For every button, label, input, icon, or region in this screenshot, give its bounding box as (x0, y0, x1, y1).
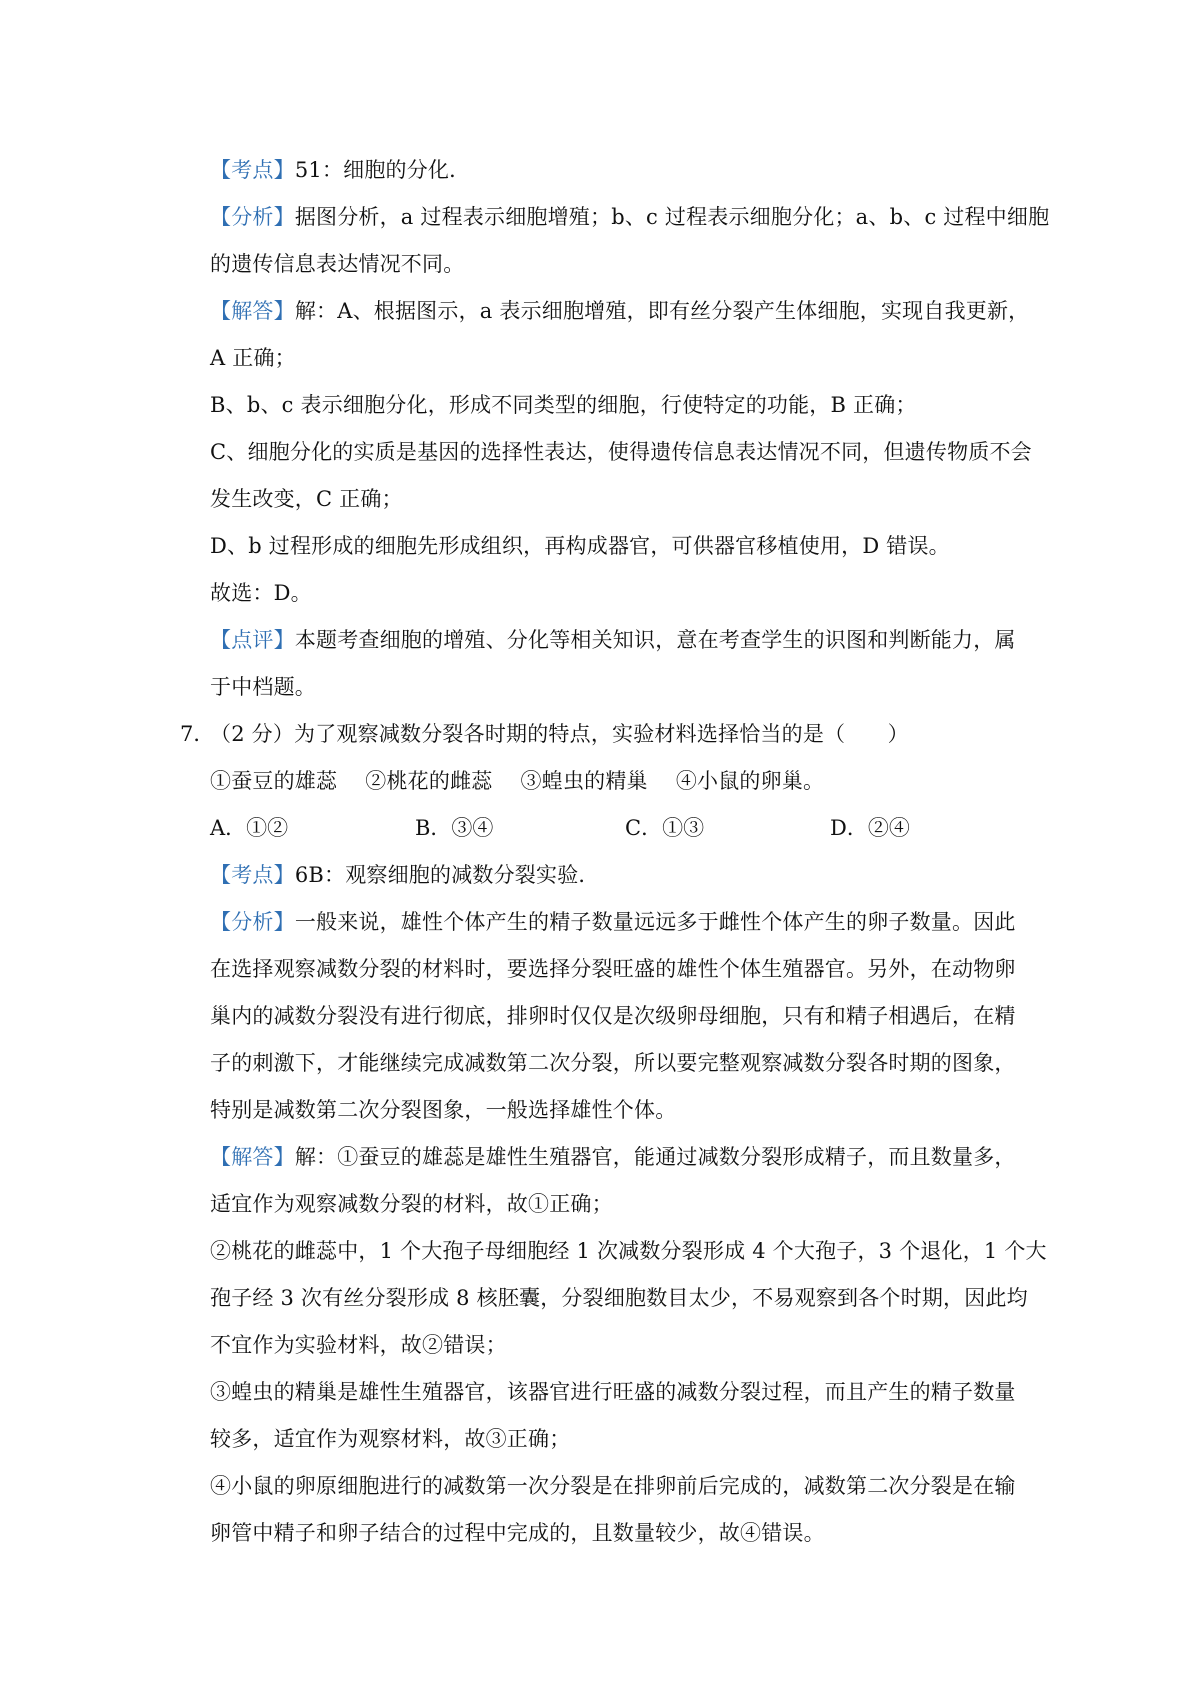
q7-number: 7． (180, 722, 215, 746)
q7-option-d: D．②④ (830, 816, 910, 840)
q7-stem: （2 分）为了观察减数分裂各时期的特点，实验材料选择恰当的是（ ） (210, 722, 909, 746)
dianping-tag: 【点评】 (210, 628, 295, 652)
q7-option-c: C．①③ (625, 816, 705, 840)
q7-jieda-line-3: ②桃花的雌蕊中，1 个大孢子母细胞经 1 次减数分裂形成 4 个大孢子，3 个退化，1 个大 (210, 1239, 1047, 1263)
q7-jieda-line-4: 孢子经 3 次有丝分裂形成 8 核胚囊，分裂细胞数目太少，不易观察到各个时期，因此均 (210, 1286, 1028, 1310)
q7-fenxi-line-1 (210, 907, 1030, 937)
q6-jieda-line-1 (210, 296, 1030, 326)
q6-kaodian-text: 51：细胞的分化． (294, 158, 471, 182)
kaodian-tag: 【考点】 (210, 158, 295, 182)
q6-fenxi-text-1: 据图分析，a 过程表示细胞增殖；b、c 过程表示细胞分化；a、b、c 过程中细胞 (294, 205, 1050, 229)
q6-jieda-line-3: B、b、c 表示细胞分化，形成不同类型的细胞，行使特定的功能，B 正确； (210, 393, 917, 417)
q7-option-a: A．①② (210, 816, 289, 840)
jieda-tag: 【解答】 (210, 299, 295, 323)
q7-jieda-text-1: 解：①蚕豆的雄蕊是雄性生殖器官，能通过减数分裂形成精子，而且数量多， (294, 1145, 1016, 1169)
fenxi-tag: 【分析】 (210, 910, 295, 934)
q6-jieda-line-5: 发生改变，C 正确； (210, 487, 403, 511)
fenxi-tag: 【分析】 (210, 205, 295, 229)
q6-jieda-line-2: A 正确； (210, 346, 296, 370)
q7-fenxi-line-4: 子的刺激下，才能继续完成减数第二次分裂，所以要完整观察减数分裂各时期的图象， (210, 1051, 1016, 1075)
q6-jieda-line-6: D、b 过程形成的细胞先形成组织，再构成器官，可供器官移植使用，D 错误。 (210, 534, 950, 558)
q6-fenxi-line-2: 的遗传信息表达情况不同。 (210, 252, 465, 276)
q7-fenxi-line-2: 在选择观察减数分裂的材料时，要选择分裂旺盛的雄性个体生殖器官。另外，在动物卵 (210, 957, 1016, 981)
q7-jieda-line-7: 较多，适宜作为观察材料，故③正确； (210, 1427, 571, 1451)
q6-dianping-text-1: 本题考查细胞的增殖、分化等相关知识，意在考查学生的识图和判断能力，属 (294, 628, 1016, 652)
q7-materials: ①蚕豆的雄蕊 ②桃花的雌蕊 ③蝗虫的精巢 ④小鼠的卵巢。 (210, 769, 825, 793)
kaodian-tag: 【考点】 (210, 863, 295, 887)
q6-jieda-line-7: 故选：D。 (210, 581, 312, 605)
q7-jieda-line-9: 卵管中精子和卵子结合的过程中完成的，且数量较少，故④错误。 (210, 1521, 825, 1545)
q6-dianping-line-1 (210, 625, 1030, 655)
jieda-tag: 【解答】 (210, 1145, 295, 1169)
q7-kaodian-text: 6B：观察细胞的减数分裂实验． (294, 863, 600, 887)
q7-fenxi-text-1: 一般来说，雄性个体产生的精子数量远远多于雌性个体产生的卵子数量。因此 (294, 910, 1016, 934)
q6-jieda-text-1: 解：A、根据图示，a 表示细胞增殖，即有丝分裂产生体细胞，实现自我更新， (294, 299, 1030, 323)
q7-fenxi-line-5: 特别是减数第二次分裂图象，一般选择雄性个体。 (210, 1098, 677, 1122)
q7-jieda-line-6: ③蝗虫的精巢是雄性生殖器官，该器官进行旺盛的减数分裂过程，而且产生的精子数量 (210, 1380, 1016, 1404)
q7-fenxi-line-3: 巢内的减数分裂没有进行彻底，排卵时仅仅是次级卵母细胞，只有和精子相遇后，在精 (210, 1004, 1016, 1028)
q7-option-b: B．③④ (415, 816, 494, 840)
q6-dianping-line-2: 于中档题。 (210, 675, 316, 699)
q6-fenxi-line-1 (210, 202, 1050, 232)
q7-jieda-line-8: ④小鼠的卵原细胞进行的减数第一次分裂是在排卵前后完成的，减数第二次分裂是在输 (210, 1474, 1016, 1498)
q7-jieda-line-5: 不宜作为实验材料，故②错误； (210, 1333, 507, 1357)
q6-jieda-line-4: C、细胞分化的实质是基因的选择性表达，使得遗传信息表达情况不同，但遗传物质不会 (210, 440, 1032, 464)
q7-kaodian-line (210, 860, 1030, 890)
q7-jieda-line-2: 适宜作为观察减数分裂的材料，故①正确； (210, 1192, 613, 1216)
q7-jieda-line-1 (210, 1142, 1030, 1172)
q6-kaodian-line (210, 155, 1030, 185)
